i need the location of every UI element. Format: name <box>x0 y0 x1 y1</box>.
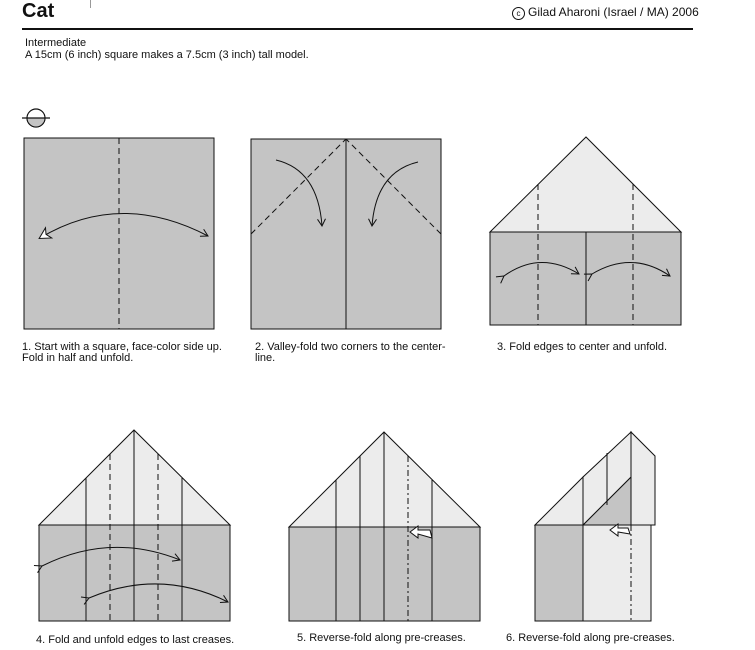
step-1-caption: 1. Start with a square, face-color side up. Fold in half and unfold. <box>22 341 222 364</box>
step-2-diagram <box>251 139 441 329</box>
paper-side-symbol <box>22 109 50 127</box>
step-4-diagram <box>39 430 230 621</box>
step-1-diagram <box>24 138 214 329</box>
step-5-caption: 5. Reverse-fold along pre-creases. <box>297 632 466 644</box>
copyright-icon: c <box>512 7 525 20</box>
step-6-caption: 6. Reverse-fold along pre-creases. <box>506 632 675 644</box>
step-4-caption: 4. Fold and unfold edges to last creases. <box>36 634 235 646</box>
step-2-caption: 2. Valley-fold two corners to the center- line. <box>255 341 446 364</box>
step-3-caption: 3. Fold edges to center and unfold. <box>497 341 668 353</box>
step-6-diagram <box>535 432 655 621</box>
size-note: A 15cm (6 inch) square makes a 7.5cm (3 inch) tall model. <box>25 49 309 61</box>
step-3-diagram <box>490 137 681 325</box>
difficulty-level: Intermediate <box>25 37 87 49</box>
step-5-diagram <box>289 432 480 621</box>
page-title: Cat <box>22 0 55 22</box>
author-credit-text: Gilad Aharoni (Israel / MA) 2006 <box>528 5 699 19</box>
